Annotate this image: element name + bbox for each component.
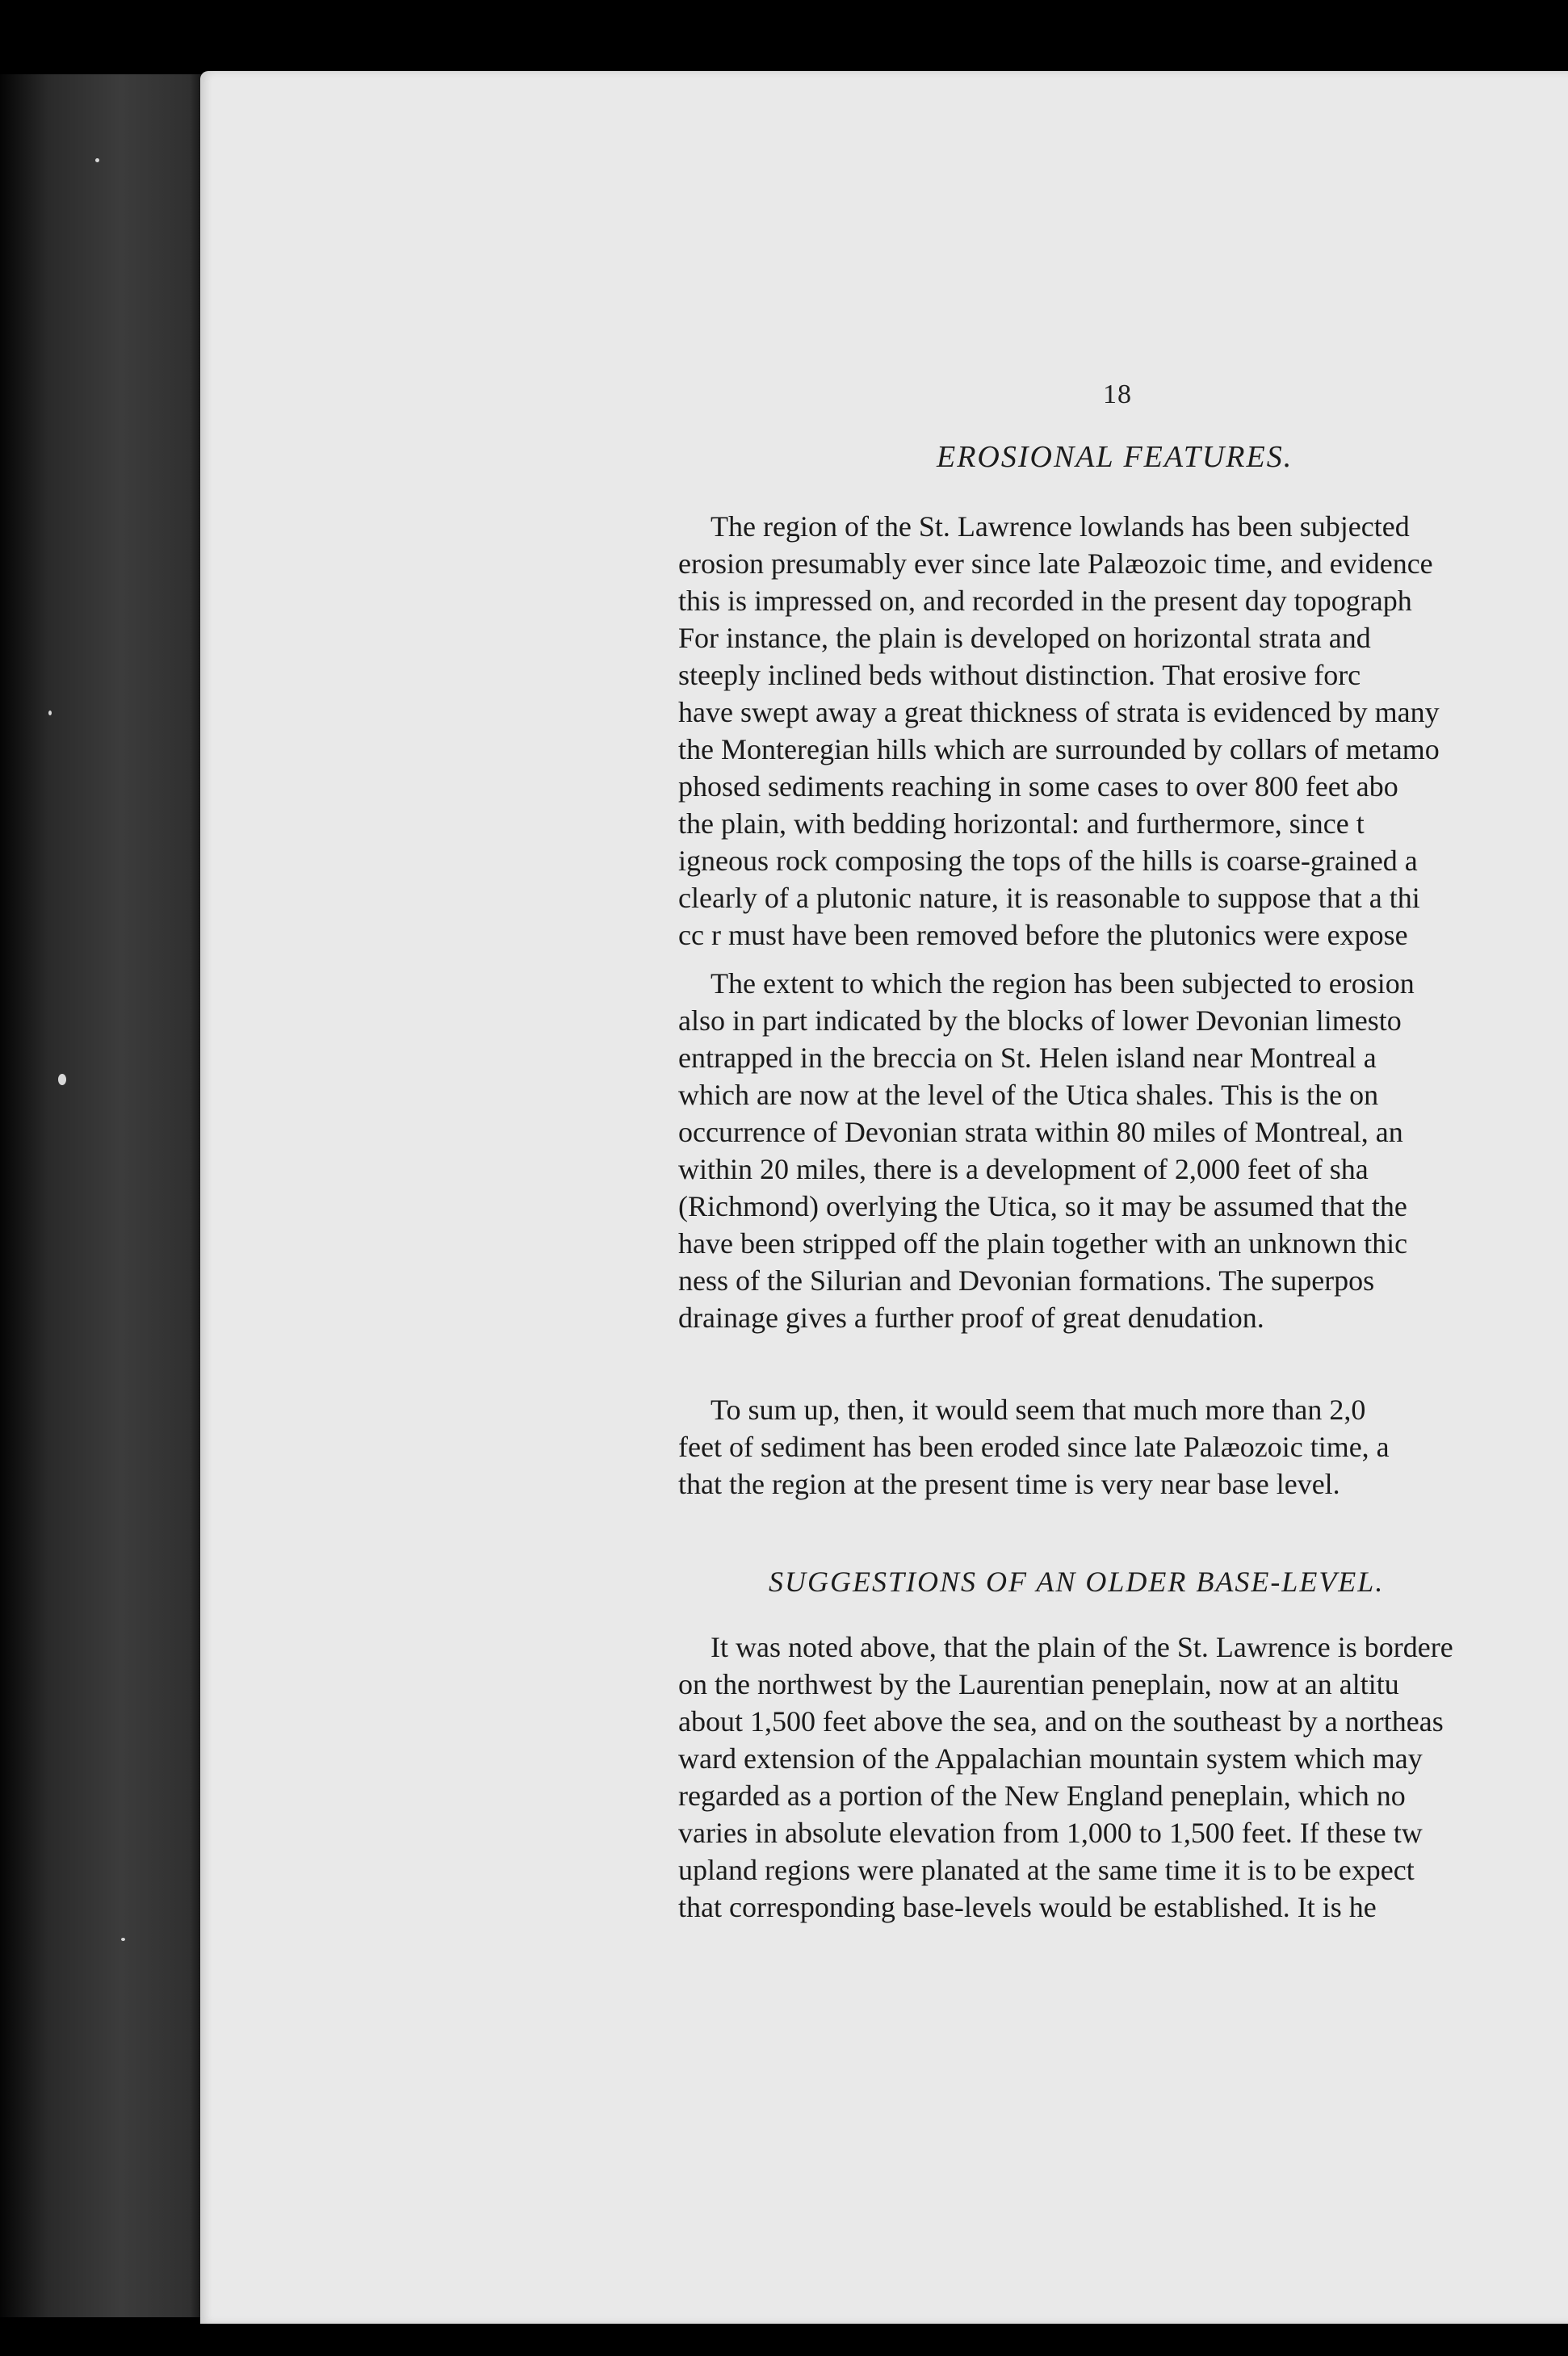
text-line: It was noted above, that the plain of the St. Lawrence is bordere: [711, 1631, 1453, 1663]
text-line: upland regions were planated at the same time it is to be expect: [678, 1854, 1415, 1886]
text-line: For instance, the plain is developed on horizontal strata and: [678, 622, 1371, 654]
text-line: steeply inclined beds without distinction. That erosive forc: [678, 659, 1361, 691]
text-line: clearly of a plutonic nature, it is reasonable to suppose that a thi: [678, 882, 1420, 914]
text-line: erosion presumably ever since late Palæozoic time, and evidence: [678, 547, 1433, 580]
text-line: on the northwest by the Laurentian peneplain, now at an altitu: [678, 1668, 1399, 1700]
text-line: cc r must have been removed before the plutonics were expose: [678, 919, 1408, 951]
text-line: which are now at the level of the Utica shales. This is the on: [678, 1079, 1379, 1111]
text-line: have swept away a great thickness of strata is evidenced by many: [678, 696, 1440, 728]
text-line: ness of the Silurian and Devonian formations. The superpos: [678, 1264, 1375, 1297]
film-speck: [58, 1074, 66, 1085]
text-line: about 1,500 feet above the sea, and on the southeast by a northeas: [678, 1705, 1444, 1738]
text-line: this is impressed on, and recorded in the present day topograph: [678, 585, 1412, 617]
text-line: ward extension of the Appalachian mountain system which may: [678, 1742, 1423, 1775]
text-line: To sum up, then, it would seem that much more than 2,0: [711, 1394, 1366, 1426]
text-line: (Richmond) overlying the Utica, so it may be assumed that the: [678, 1190, 1407, 1222]
scan-top-border: [0, 0, 1568, 74]
text-line: that corresponding base-levels would be established. It is he: [678, 1891, 1377, 1923]
text-line: entrapped in the breccia on St. Helen island near Montreal a: [678, 1042, 1377, 1074]
text-line: feet of sediment has been eroded since late Palæozoic time, a: [678, 1431, 1390, 1463]
section-heading-erosional-features: EROSIONAL FEATURES.: [937, 440, 1293, 474]
text-line: the plain, with bedding horizontal: and furthermore, since t: [678, 807, 1365, 840]
text-line: The extent to which the region has been subjected to erosion: [711, 967, 1415, 1000]
text-line: that the region at the present time is very near base level.: [678, 1468, 1340, 1500]
text-line: within 20 miles, there is a development of 2,000 feet of sha: [678, 1153, 1369, 1185]
film-speck: [121, 1938, 125, 1941]
text-line: igneous rock composing the tops of the hills is coarse-grained a: [678, 845, 1418, 877]
film-speck: [48, 711, 52, 715]
text-line: phosed sediments reaching in some cases to over 800 feet abo: [678, 770, 1398, 803]
page-number: 18: [1103, 379, 1132, 409]
text-line: occurrence of Devonian strata within 80 miles of Montreal, an: [678, 1116, 1403, 1148]
text-line: also in part indicated by the blocks of lower Devonian limesto: [678, 1004, 1402, 1037]
text-line: have been stripped off the plain together with an unknown thic: [678, 1227, 1408, 1260]
section-heading-older-base-level: SUGGESTIONS OF AN OLDER BASE-LEVEL.: [769, 1566, 1385, 1598]
text-line: the Monteregian hills which are surrounded by collars of metamo: [678, 733, 1440, 765]
text-line: regarded as a portion of the New England peneplain, which no: [678, 1780, 1406, 1812]
text-line: drainage gives a further proof of great denudation.: [678, 1302, 1264, 1334]
text-line: varies in absolute elevation from 1,000 to 1,500 feet. If these tw: [678, 1817, 1423, 1849]
film-speck: [95, 158, 99, 162]
text-line: The region of the St. Lawrence lowlands has been subjected: [711, 510, 1410, 543]
